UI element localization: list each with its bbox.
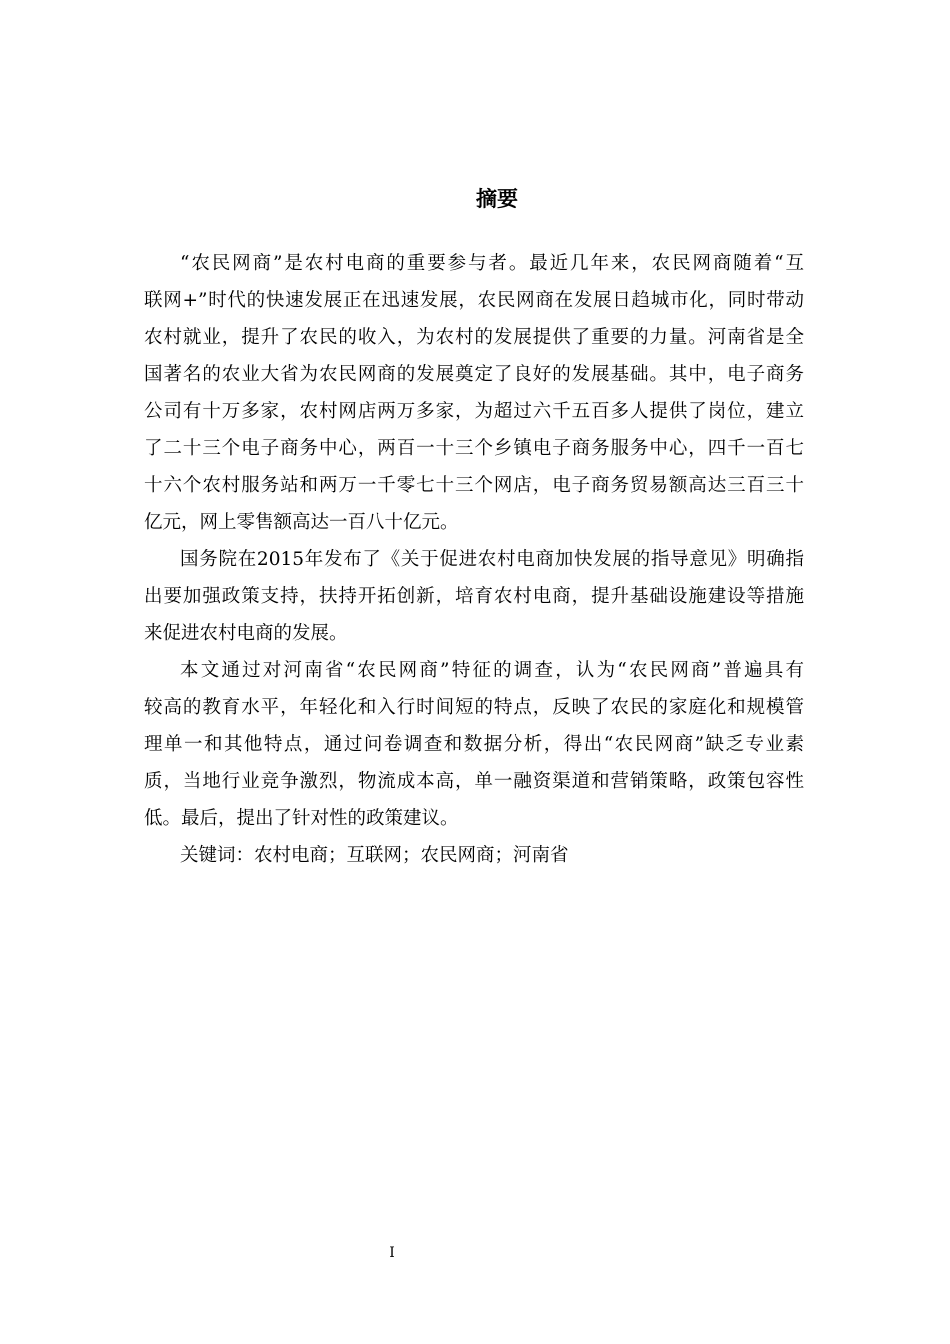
paragraph-line: 本文通过对河南省“农民网商”特征的调查，认为“农民网商”普遍具有 [180,660,804,681]
page-number: I [389,1245,395,1261]
paragraph-line: 了二十三个电子商务中心，两百一十三个乡镇电子商务服务中心，四千一百七 [144,438,804,459]
paragraph-line: 联网+”时代的快速发展正在迅速发展，农民网商在发展日趋城市化，同时带动 [144,290,804,311]
paragraph-line: 理单一和其他特点，通过问卷调查和数据分析，得出“农民网商”缺乏专业素 [144,734,804,755]
keywords-line: 关键词：农村电商；互联网；农民网商；河南省 [180,845,569,866]
paragraph-line: 国务院在2015年发布了《关于促进农村电商加快发展的指导意见》明确指 [180,549,804,570]
paragraph-line: 低。最后，提出了针对性的政策建议。 [144,808,459,829]
page-title: 摘要 [476,187,518,211]
paragraph-line: 十六个农村服务站和两万一千零七十三个网店，电子商务贸易额高达三百三十 [144,475,804,496]
paragraph-line: 公司有十万多家，农村网店两万多家，为超过六千五百多人提供了岗位，建立 [144,401,804,422]
paragraph-line: 质，当地行业竞争激烈，物流成本高，单一融资渠道和营销策略，政策包容性 [144,771,804,792]
paragraph-line: “农民网商”是农村电商的重要参与者。最近几年来，农民网商随着“互 [180,253,804,274]
paragraph-line: 国著名的农业大省为农民网商的发展奠定了良好的发展基础。其中，电子商务 [144,364,804,385]
paragraph-line: 出要加强政策支持，扶持开拓创新，培育农村电商，提升基础设施建设等措施 [144,586,804,607]
paragraph-line: 农村就业，提升了农民的收入，为农村的发展提供了重要的力量。河南省是全 [144,327,804,348]
paragraph-line: 来促进农村电商的发展。 [144,623,348,644]
paragraph-line: 亿元，网上零售额高达一百八十亿元。 [144,512,459,533]
paragraph-line: 较高的教育水平，年轻化和入行时间短的特点，反映了农民的家庭化和规模管 [144,697,804,718]
